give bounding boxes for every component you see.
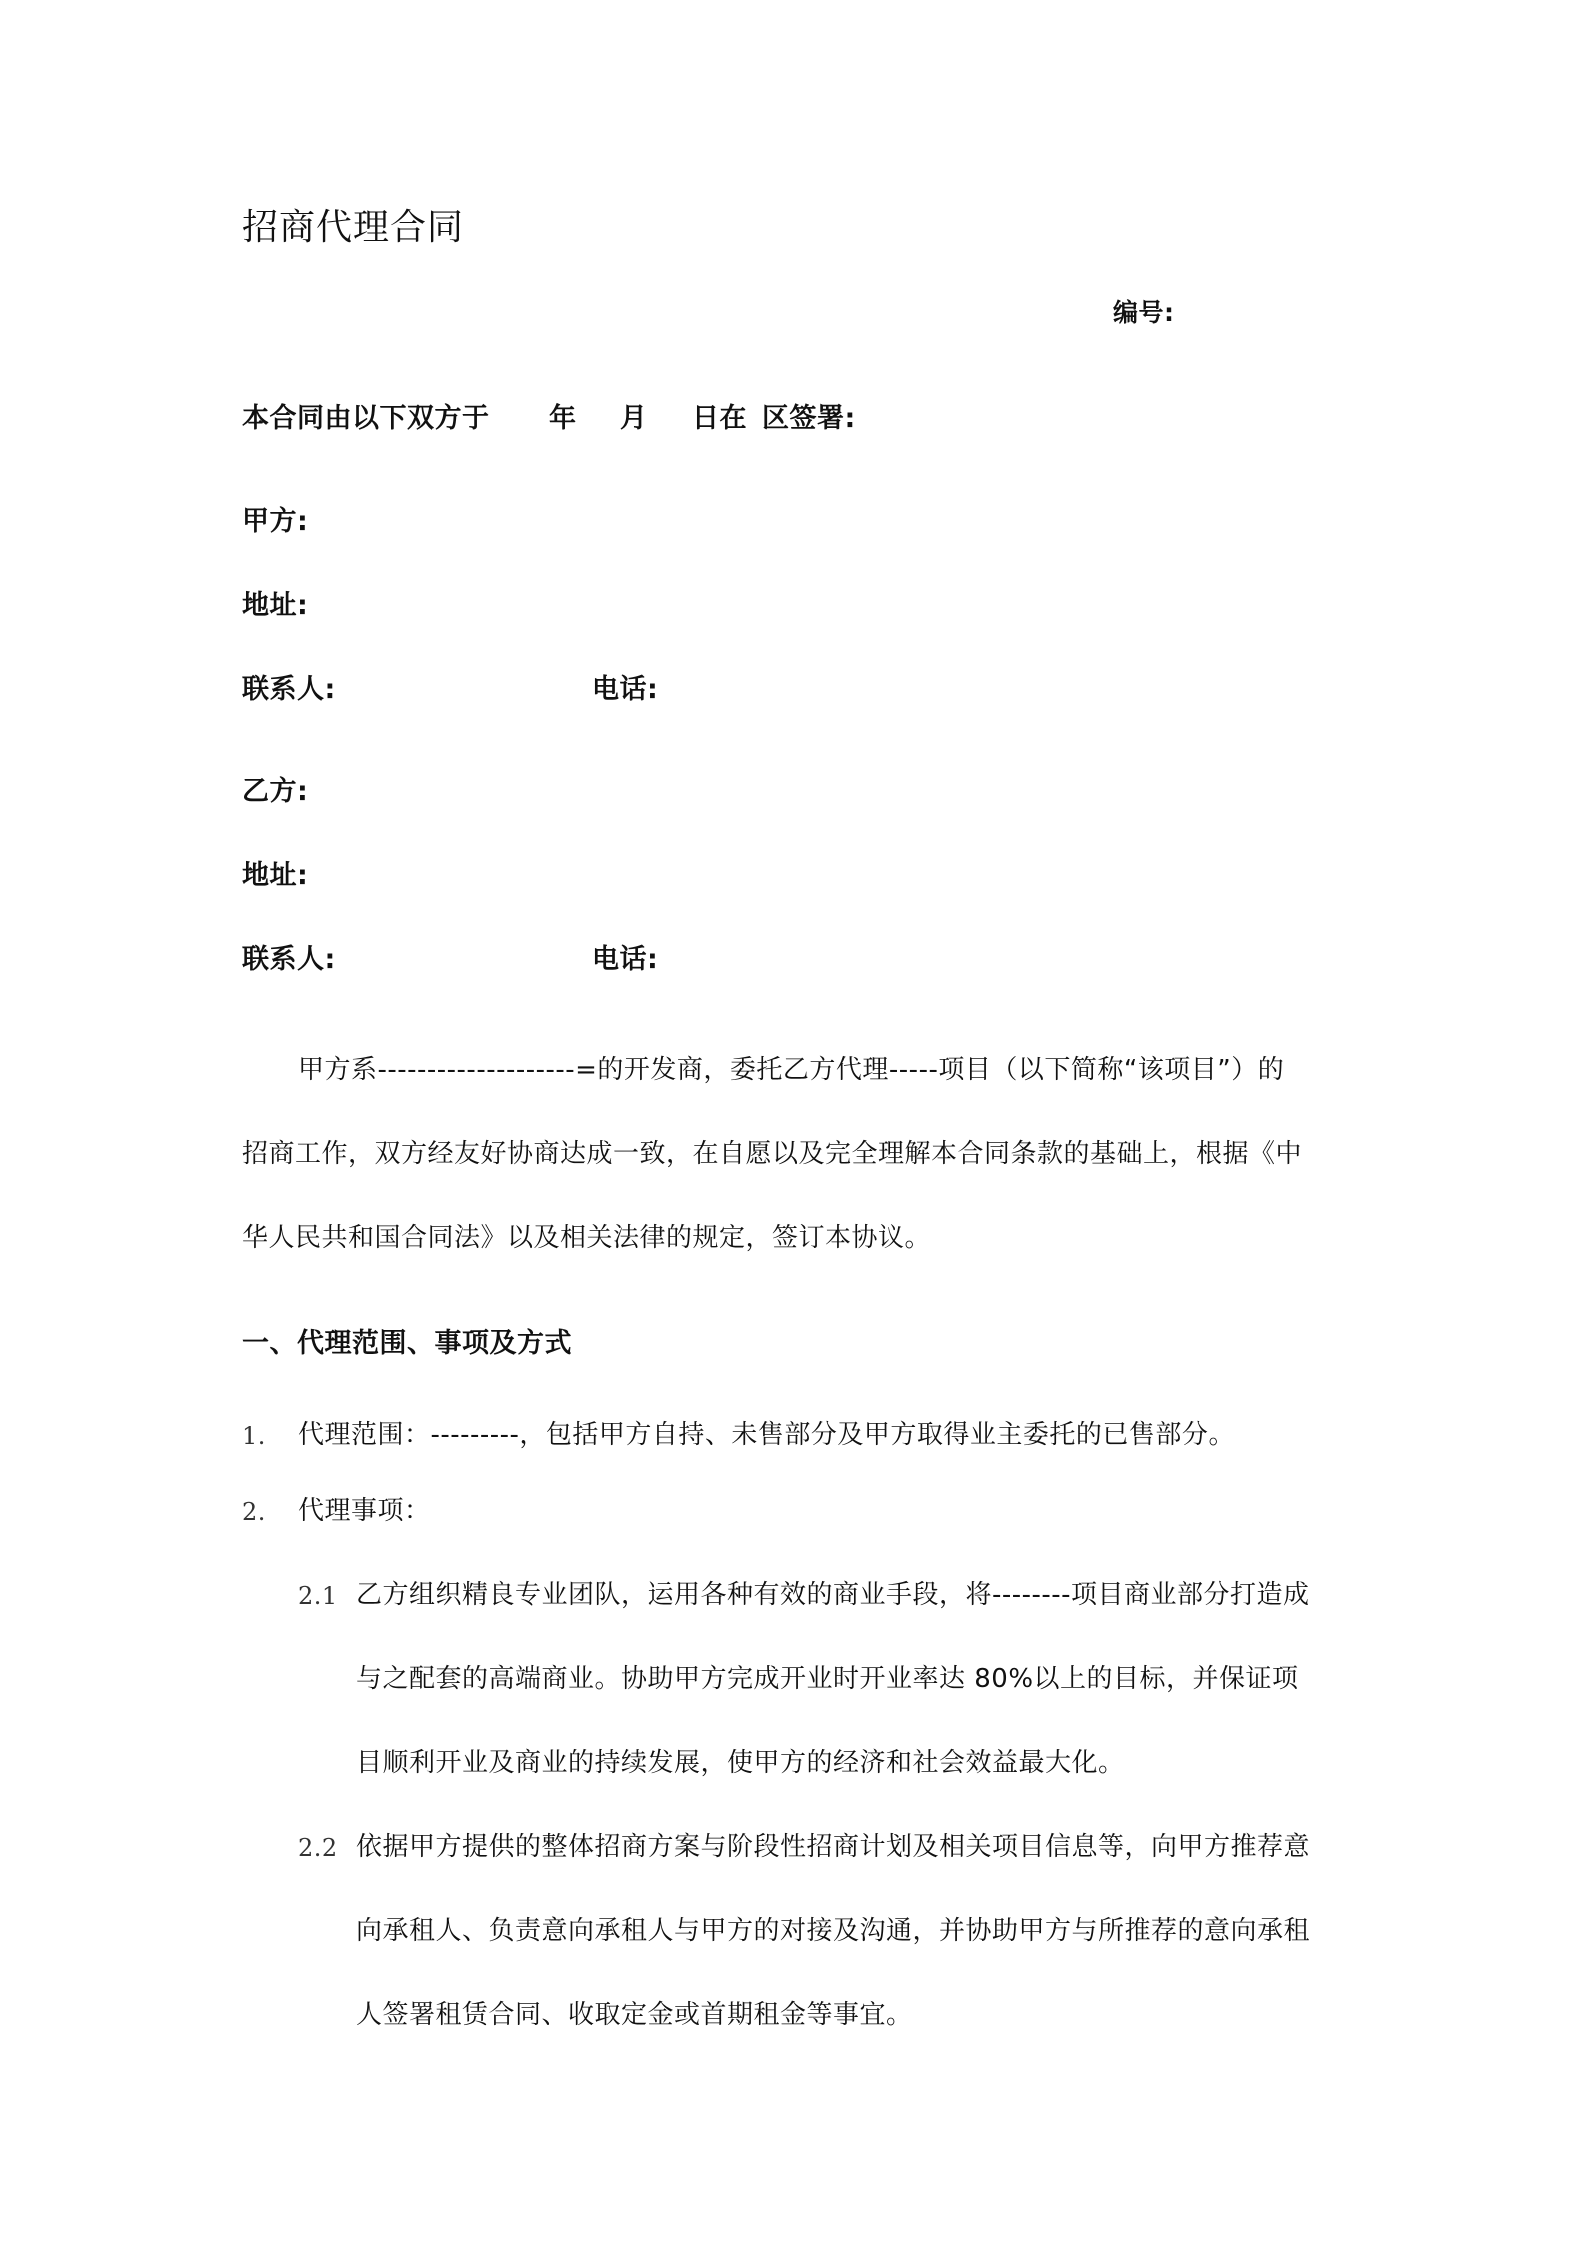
signing-prefix: 本合同由以下双方于 <box>242 403 490 434</box>
party-b-contact-label: 联系人: <box>242 944 336 975</box>
party-b-phone-label: 电话: <box>592 944 659 975</box>
document-title: 招商代理合同 <box>242 207 465 248</box>
intro-line: 招商工作，双方经友好协商达成一致，在自愿以及完全理解本合同条款的基础上，根据《中 <box>242 1139 1303 1169</box>
party-a-address-label: 地址: <box>242 590 309 621</box>
item-number: 2. <box>242 1498 266 1526</box>
item-number: 2.1 <box>298 1582 338 1610</box>
intro-line: 华人民共和国合同法》以及相关法律的规定，签订本协议。 <box>242 1223 932 1253</box>
item-number: 1. <box>242 1422 266 1450</box>
item-line: 向承租人、负责意向承租人与甲方的对接及沟通，并协助甲方与所推荐的意向承租 <box>356 1916 1311 1946</box>
party-b-label: 乙方: <box>242 776 309 807</box>
item-line: 依据甲方提供的整体招商方案与阶段性招商计划及相关项目信息等，向甲方推荐意 <box>356 1832 1311 1862</box>
item-line: 乙方组织精良专业团队，运用各种有效的商业手段，将--------项目商业部分打造成 <box>356 1580 1310 1610</box>
item-line: 目顺利开业及商业的持续发展，使甲方的经济和社会效益最大化。 <box>356 1748 1125 1778</box>
signing-day: 日在 <box>692 403 747 434</box>
item-text: 代理事项： <box>298 1496 431 1526</box>
party-a-phone-label: 电话: <box>592 674 659 705</box>
contract-number-label: 编号: <box>1113 298 1175 327</box>
section-1-heading: 一、代理范围、事项及方式 <box>242 1328 572 1359</box>
intro-line: 甲方系--------------------=的开发商，委托乙方代理-----项目（以下简称“该项目”）的 <box>298 1055 1285 1085</box>
signing-place: 区签署: <box>762 403 856 434</box>
item-number: 2.2 <box>298 1834 338 1862</box>
party-a-label: 甲方: <box>242 506 309 537</box>
signing-year: 年 <box>549 403 577 434</box>
item-text: 代理范围：---------，包括甲方自持、未售部分及甲方取得业主委托的已售部分。 <box>298 1420 1235 1450</box>
item-line: 人签署租赁合同、收取定金或首期租金等事宜。 <box>356 2000 913 2030</box>
party-a-contact-label: 联系人: <box>242 674 336 705</box>
party-b-address-label: 地址: <box>242 860 309 891</box>
signing-month: 月 <box>620 403 648 434</box>
item-line: 与之配套的高端商业。协助甲方完成开业时开业率达 80%以上的目标，并保证项 <box>356 1664 1299 1694</box>
